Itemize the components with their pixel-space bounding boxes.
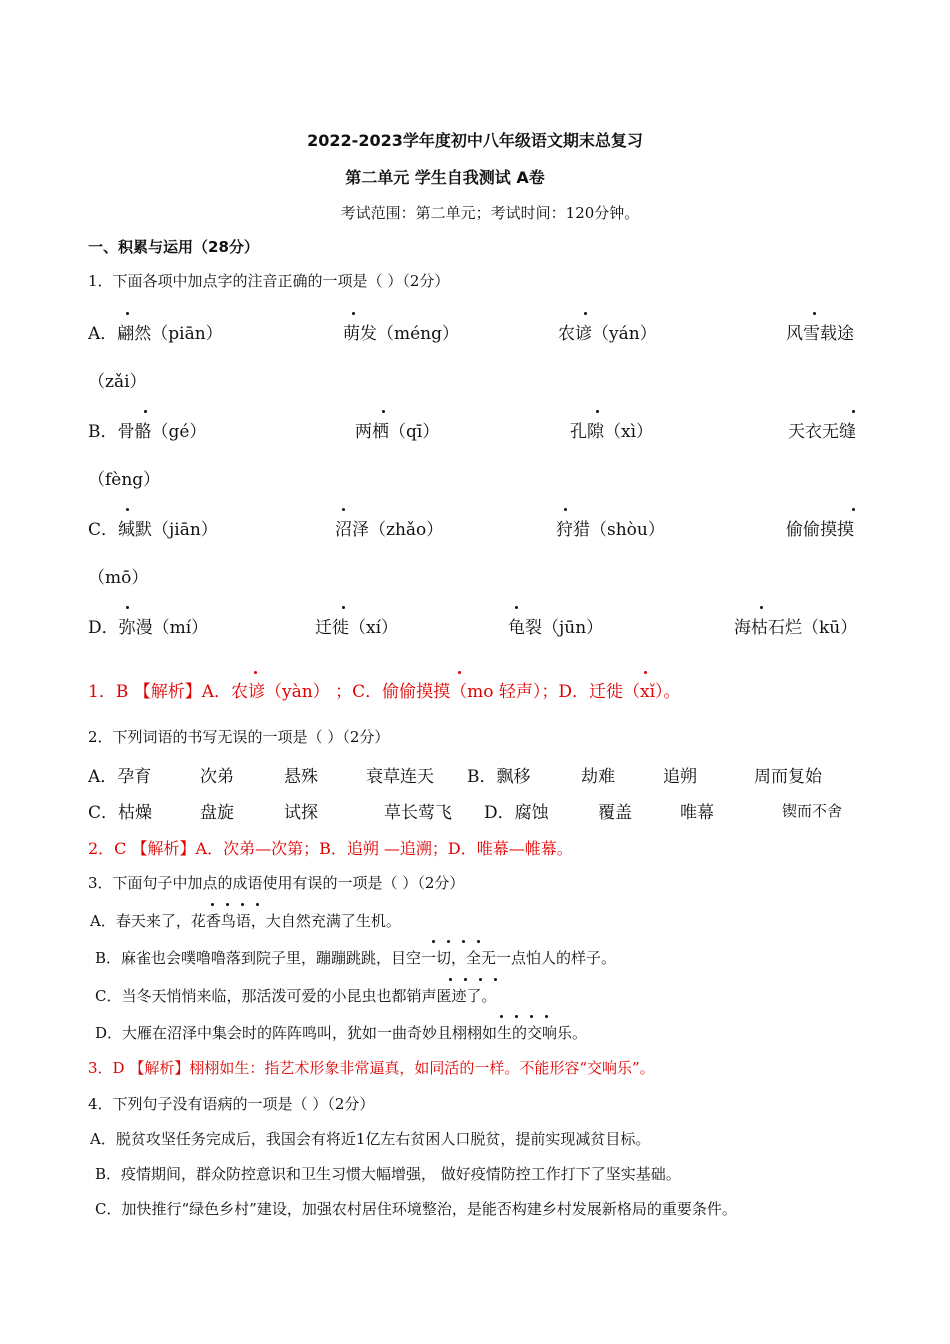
q2-word: C．枯燥	[88, 803, 153, 823]
q1-option-c-word4-pinyin: （mō）	[88, 568, 149, 588]
emphasis-dot	[126, 606, 129, 609]
emphasis-dot	[515, 606, 518, 609]
question-3-stem: 3．下面句子中加点的成语使用有误的一项是（ ）（2分）	[88, 874, 465, 892]
q1-option-a-word2: 萌发（méng）	[343, 324, 460, 344]
question-4-stem: 4．下列句子没有语病的一项是（ ）（2分）	[88, 1095, 375, 1113]
q2-word: 劫难	[581, 767, 615, 787]
q4-option-b: B．疫情期间，群众防控意识和卫生习惯大幅增强， 做好疫情防控工作打下了坚实基础。	[95, 1165, 681, 1183]
q2-word: 次弟	[200, 767, 234, 787]
page-subtitle: 第二单元 学生自我测试 A卷	[345, 168, 545, 187]
emphasis-dot	[494, 978, 497, 981]
page-title: 2022-2023学年度初中八年级语文期末总复习	[307, 131, 643, 150]
emphasis-dot	[126, 508, 129, 511]
q2-word: 悬殊	[284, 767, 318, 787]
emphasis-dot	[144, 410, 147, 413]
emphasis-dot	[545, 1015, 548, 1018]
q1-option-c-word3: 狩猎（shòu）	[556, 520, 665, 540]
q2-word: 衰草连天	[366, 767, 434, 787]
q1-option-b-word4: 天衣无缝	[788, 422, 856, 442]
emphasis-dot	[477, 940, 480, 943]
q2-word: 唯幕	[680, 803, 714, 823]
emphasis-dot	[342, 606, 345, 609]
emphasis-dot	[226, 903, 229, 906]
q1-option-d-word3: 龟裂（jūn）	[508, 618, 604, 638]
q1-option-a-word3: 农谚（yán）	[558, 324, 657, 344]
q1-answer: 1．B 【解析】A．农谚（yàn） ；C．偷偷摸摸（mo 轻声）；D．迁徙（xǐ）。	[88, 682, 681, 702]
emphasis-dot	[644, 671, 647, 674]
q3-option-b: B．麻雀也会噗噜噜落到院子里，蹦蹦跳跳，目空一切，全无一点怕人的样子。	[95, 949, 617, 967]
q1-option-c-word4: 偷偷摸摸	[786, 520, 854, 540]
emphasis-dot	[447, 940, 450, 943]
emphasis-dot	[458, 671, 461, 674]
q1-option-d-word4: 海枯石烂（kū）	[734, 618, 858, 638]
q1-option-b-word1: B．骨骼（gé）	[88, 422, 207, 442]
emphasis-dot	[596, 410, 599, 413]
q1-option-d-word1: D．弥漫（mí）	[88, 618, 209, 638]
q3-option-c: C．当冬天悄悄来临，那活泼可爱的小昆虫也都销声匿迹了。	[95, 987, 497, 1005]
q2-word: 覆盖	[598, 803, 632, 823]
q4-option-a: A．脱贫攻坚任务完成后，我国会有将近1亿左右贫困人口脱贫，提前实现减贫目标。	[90, 1130, 651, 1148]
q2-word: D．腐蚀	[484, 803, 549, 823]
q1-option-c-word2: 沼泽（zhǎo）	[335, 520, 444, 540]
question-2-stem: 2．下列词语的书写无误的一项是（ ）（2分）	[88, 728, 390, 746]
q2-word: 锲而不舍	[782, 802, 843, 820]
q2-answer: 2．C 【解析】A．次弟—次第；B．追朔 —追溯；D．唯幕—帷幕。	[88, 839, 573, 858]
q3-option-a: A．春天来了，花香鸟语，大自然充满了生机。	[90, 912, 401, 930]
emphasis-dot	[500, 1015, 503, 1018]
emphasis-dot	[515, 1015, 518, 1018]
emphasis-dot	[760, 606, 763, 609]
q1-option-a-word1: A．翩然（piān）	[88, 324, 223, 344]
emphasis-dot	[382, 410, 385, 413]
emphasis-dot	[584, 312, 587, 315]
q2-word: 试探	[284, 803, 318, 823]
q1-option-b-word2: 两栖（qī）	[355, 422, 440, 442]
emphasis-dot	[852, 508, 855, 511]
question-1-stem: 1．下面各项中加点字的注音正确的一项是（ ）（2分）	[88, 272, 450, 290]
emphasis-dot	[342, 508, 345, 511]
q1-option-a-word4-pinyin: （zǎi）	[88, 372, 147, 392]
q2-word: 追朔	[663, 767, 697, 787]
emphasis-dot	[256, 903, 259, 906]
emphasis-dot	[530, 1015, 533, 1018]
emphasis-dot	[462, 940, 465, 943]
q2-word: A．孕育	[88, 767, 152, 787]
q2-word: 周而复始	[754, 767, 822, 787]
q4-option-c: C．加快推行“绿色乡村”建设，加强农村居住环境整治，是能否构建乡村发展新格局的重要条件。	[95, 1200, 737, 1218]
q1-option-b-word4-pinyin: （fèng）	[88, 470, 161, 490]
emphasis-dot	[464, 978, 467, 981]
emphasis-dot	[432, 940, 435, 943]
q2-word: B．飘移	[467, 767, 531, 787]
q1-option-d-word2: 迁徙（xí）	[315, 618, 399, 638]
q1-option-b-word3: 孔隙（xì）	[570, 422, 654, 442]
emphasis-dot	[254, 671, 257, 674]
q1-option-a-word4: 风雪载途	[786, 324, 854, 344]
emphasis-dot	[211, 903, 214, 906]
q2-word: 草长莺飞	[384, 803, 452, 823]
exam-info: 考试范围：第二单元；考试时间：120分钟。	[340, 204, 640, 222]
emphasis-dot	[241, 903, 244, 906]
emphasis-dot	[126, 312, 129, 315]
emphasis-dot	[564, 508, 567, 511]
emphasis-dot	[479, 978, 482, 981]
q3-answer: 3．D 【解析】栩栩如生：指艺术形象非常逼真，如同活的一样。不能形容“交响乐”。	[88, 1059, 655, 1077]
emphasis-dot	[813, 312, 816, 315]
emphasis-dot	[449, 978, 452, 981]
emphasis-dot	[352, 312, 355, 315]
emphasis-dot	[852, 410, 855, 413]
q3-option-d: D．大雁在沼泽中集会时的阵阵鸣叫，犹如一曲奇妙且栩栩如生的交响乐。	[95, 1024, 588, 1042]
section-heading: 一、积累与运用（28分）	[88, 238, 259, 256]
q1-option-c-word1: C．缄默（jiān）	[88, 520, 218, 540]
q2-word: 盘旋	[200, 803, 234, 823]
